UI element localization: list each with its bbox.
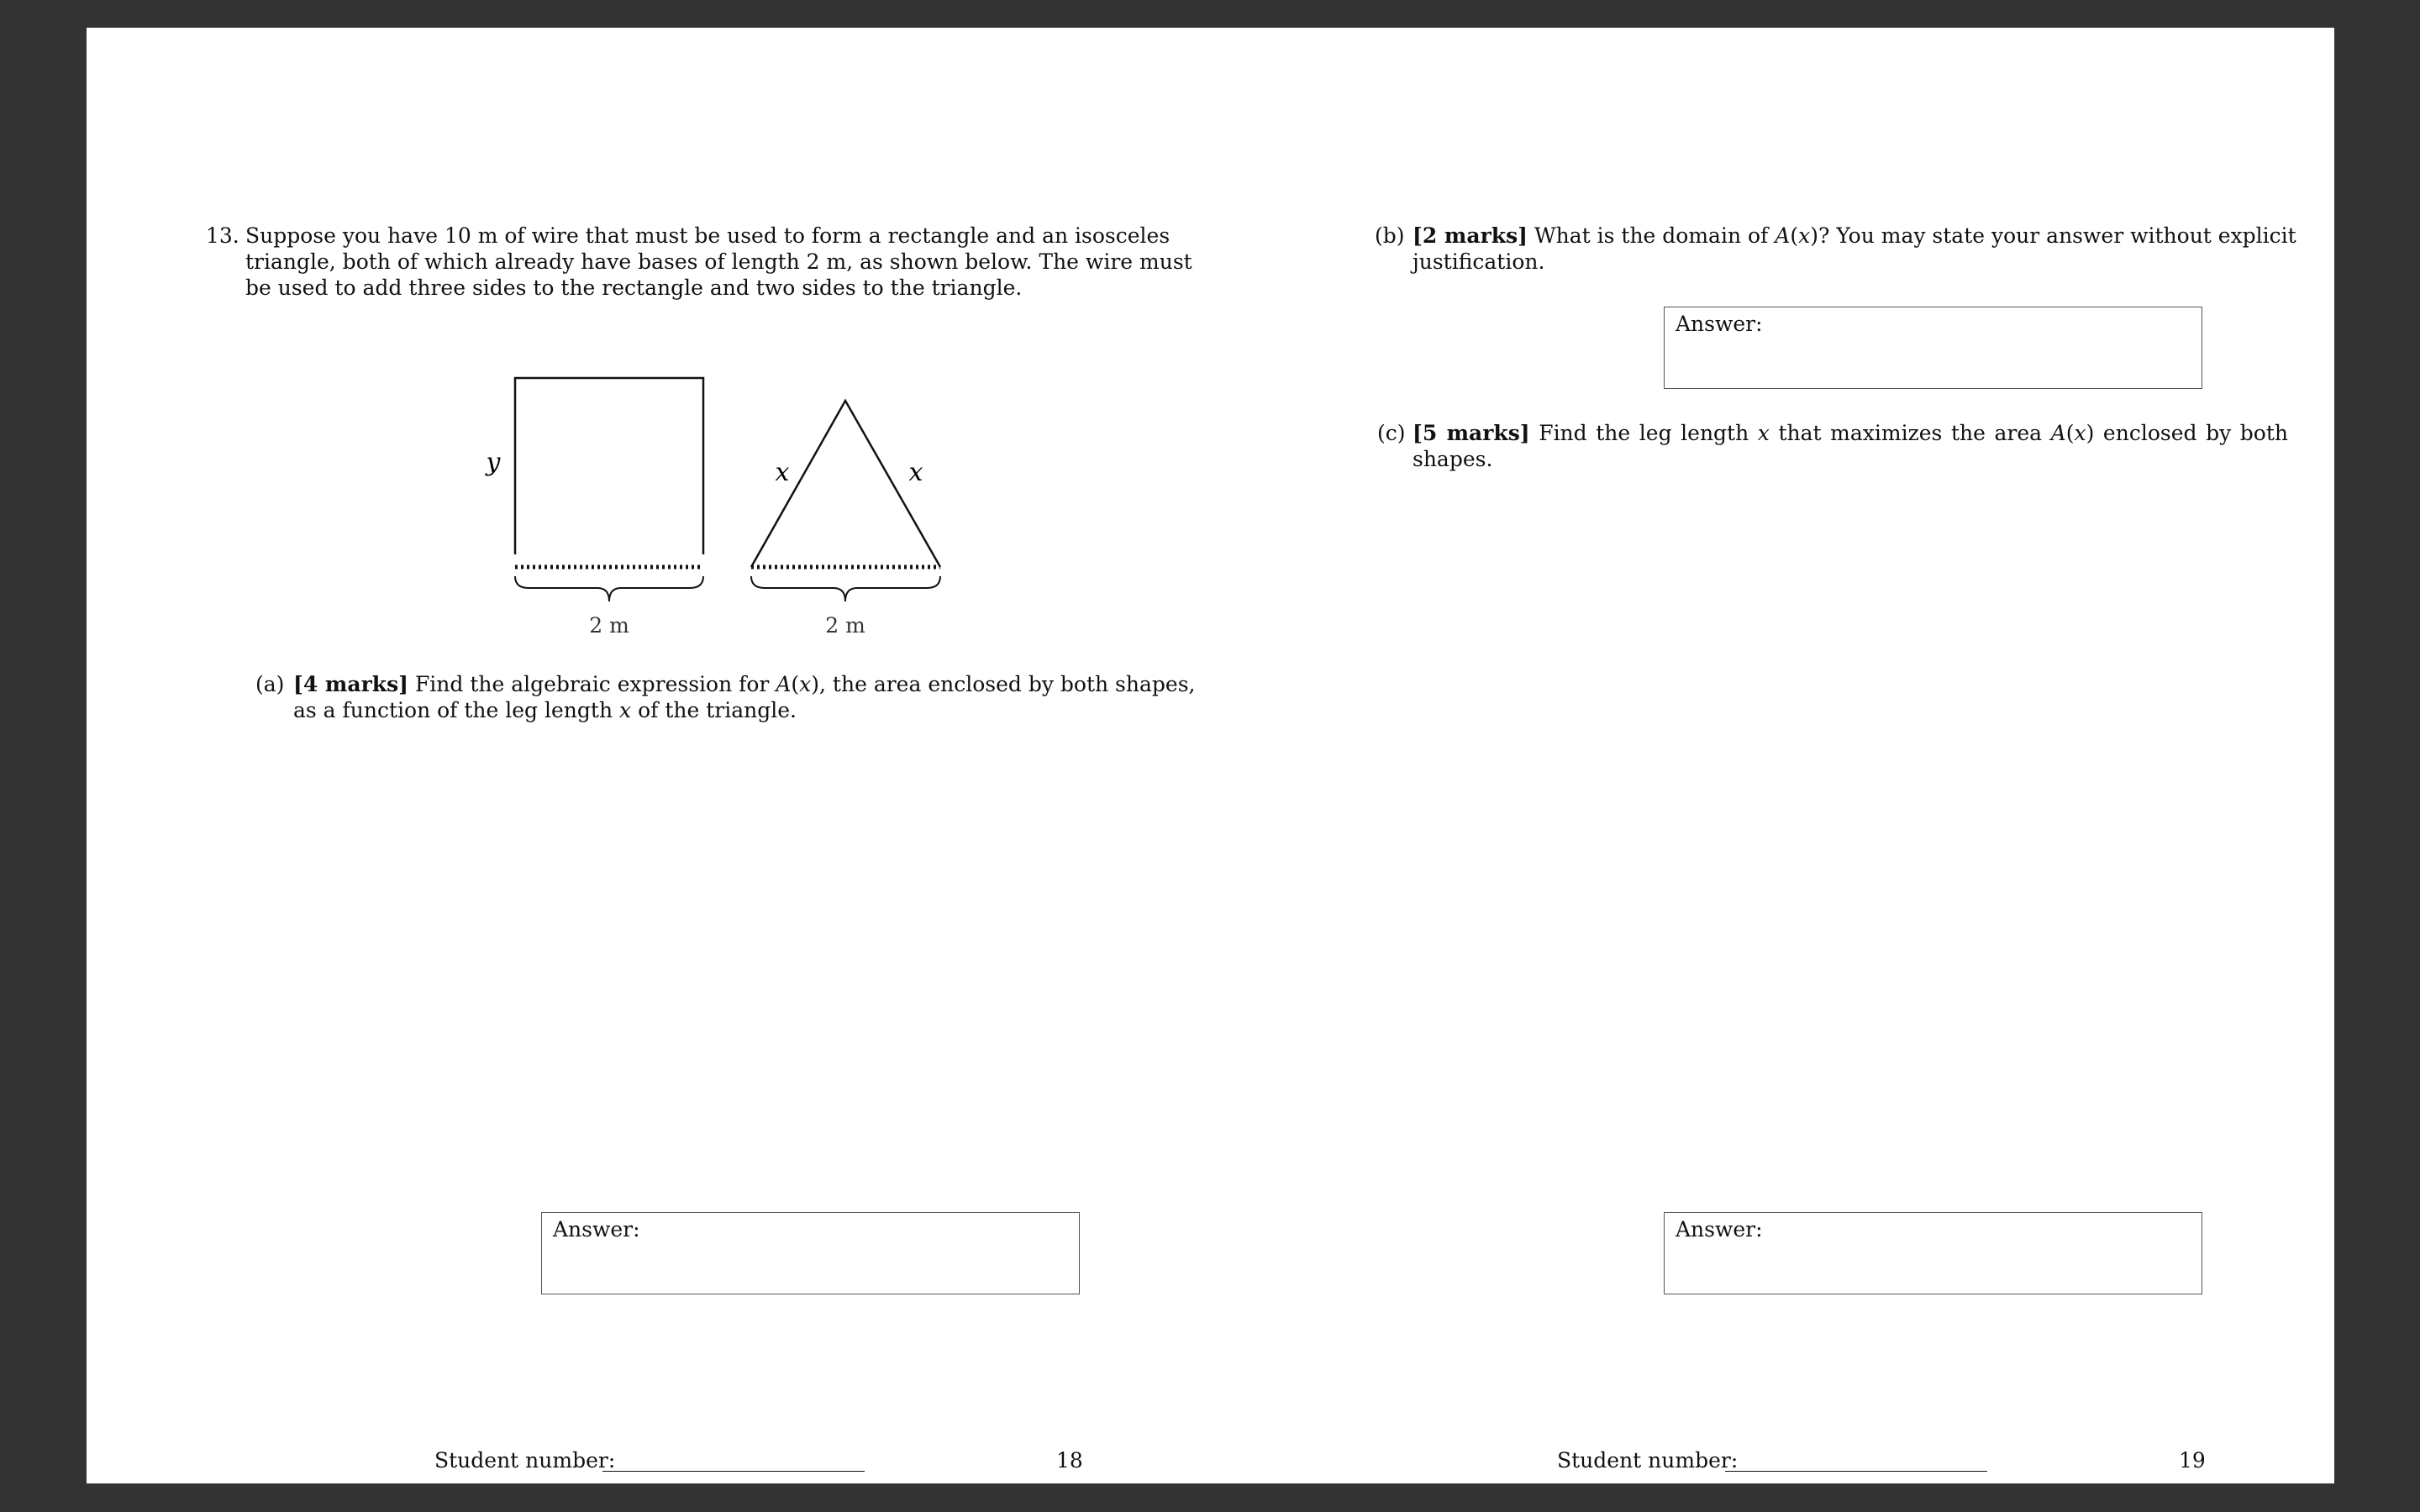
- part-b-text: [1413, 223, 2296, 275]
- student-number-line-left[interactable]: [602, 1471, 865, 1472]
- part-c-var-x: x: [1757, 421, 1770, 445]
- part-c-marks: [5 marks]: [1413, 421, 1530, 445]
- student-number-label-left: Student number:: [434, 1448, 616, 1473]
- intro-line-2: triangle, both of which already have bases of length 2 m, as shown below. The wire must: [245, 249, 1192, 274]
- wire-shapes-figure: [381, 360, 969, 649]
- tri-left-label: x: [775, 458, 790, 487]
- part-c-fn-A: A: [2050, 421, 2066, 445]
- part-a-marks: [4 marks]: [293, 672, 408, 696]
- part-a-var-x: x: [619, 698, 632, 722]
- answer-b-label: Answer:: [1676, 312, 1763, 336]
- part-c-label: (c): [1377, 421, 1406, 445]
- part-a-line-1: [4 marks] Find the algebraic expression for A(x), the area enclosed by both shapes,: [293, 672, 1196, 696]
- part-a-text: [293, 671, 1196, 723]
- answer-box-c[interactable]: [1664, 1212, 2202, 1294]
- part-c-text-1b: that maximizes the area: [1769, 421, 2051, 445]
- tri-right-label: x: [908, 458, 923, 487]
- student-number-line-right[interactable]: [1725, 1471, 1987, 1472]
- student-number-label-right: Student number:: [1557, 1448, 1739, 1473]
- part-c-text: [1413, 420, 2288, 472]
- part-b-text-1a: What is the domain of: [1534, 223, 1776, 248]
- page-number-left: 18: [1056, 1448, 1083, 1473]
- answer-c-label: Answer:: [1676, 1217, 1763, 1242]
- part-b-text-1b: ? You may state your answer without explicit: [1818, 223, 2296, 248]
- question-number: 13.: [206, 223, 239, 248]
- part-b-line-2: justification.: [1413, 249, 1545, 274]
- rectangle-base-brace: [515, 576, 703, 601]
- rect-side-label: y: [486, 448, 501, 477]
- part-b-fn-x: x: [1798, 223, 1811, 248]
- part-b-line-1: [2 marks] What is the domain of A(x)? You may state your answer without explicit: [1413, 223, 2296, 248]
- part-a-fn-A: A: [776, 672, 792, 696]
- part-b-fn-A: A: [1775, 223, 1791, 248]
- part-b-label: (b): [1375, 223, 1405, 248]
- part-a-line-2: [293, 697, 1165, 723]
- rectangle-sides: [515, 378, 703, 554]
- tri-base-label: 2 m: [825, 613, 865, 638]
- part-c-fn-x: x: [2074, 421, 2086, 445]
- answer-box-b[interactable]: [1664, 307, 2202, 389]
- part-a-text-1a: Find the algebraic expression for: [414, 672, 776, 696]
- part-a-text-1b: , the area enclosed by both shapes,: [819, 672, 1196, 696]
- exam-sheet: [87, 28, 2334, 1483]
- part-a-text-2b: of the triangle.: [631, 698, 797, 722]
- intro-line-3: be used to add three sides to the rectangle and two sides to the triangle.: [245, 276, 1023, 300]
- part-c-line-2: shapes.: [1413, 447, 1493, 471]
- rect-base-label: 2 m: [589, 613, 629, 638]
- page-number-right: 19: [2179, 1448, 2206, 1473]
- intro-line-1: Suppose you have 10 m of wire that must be used to form a rectangle and an isosceles: [245, 223, 1171, 248]
- part-c-text-1c: enclosed by both: [2094, 421, 2289, 445]
- part-c-text-1a: Find the leg length: [1539, 421, 1758, 445]
- answer-box-a[interactable]: [541, 1212, 1080, 1294]
- part-a-label: (a): [255, 672, 285, 696]
- part-c-line-1: [5 marks] Find the leg length x that maximizes the area A(x) enclosed by both: [1413, 421, 2289, 445]
- question-intro: [245, 223, 1192, 301]
- triangle-base-brace: [751, 576, 940, 601]
- part-b-marks: [2 marks]: [1413, 223, 1528, 248]
- part-a-fn-x: x: [799, 672, 812, 696]
- answer-a-label: Answer:: [553, 1217, 640, 1242]
- part-a-text-2a: as a function of the leg length: [293, 698, 620, 722]
